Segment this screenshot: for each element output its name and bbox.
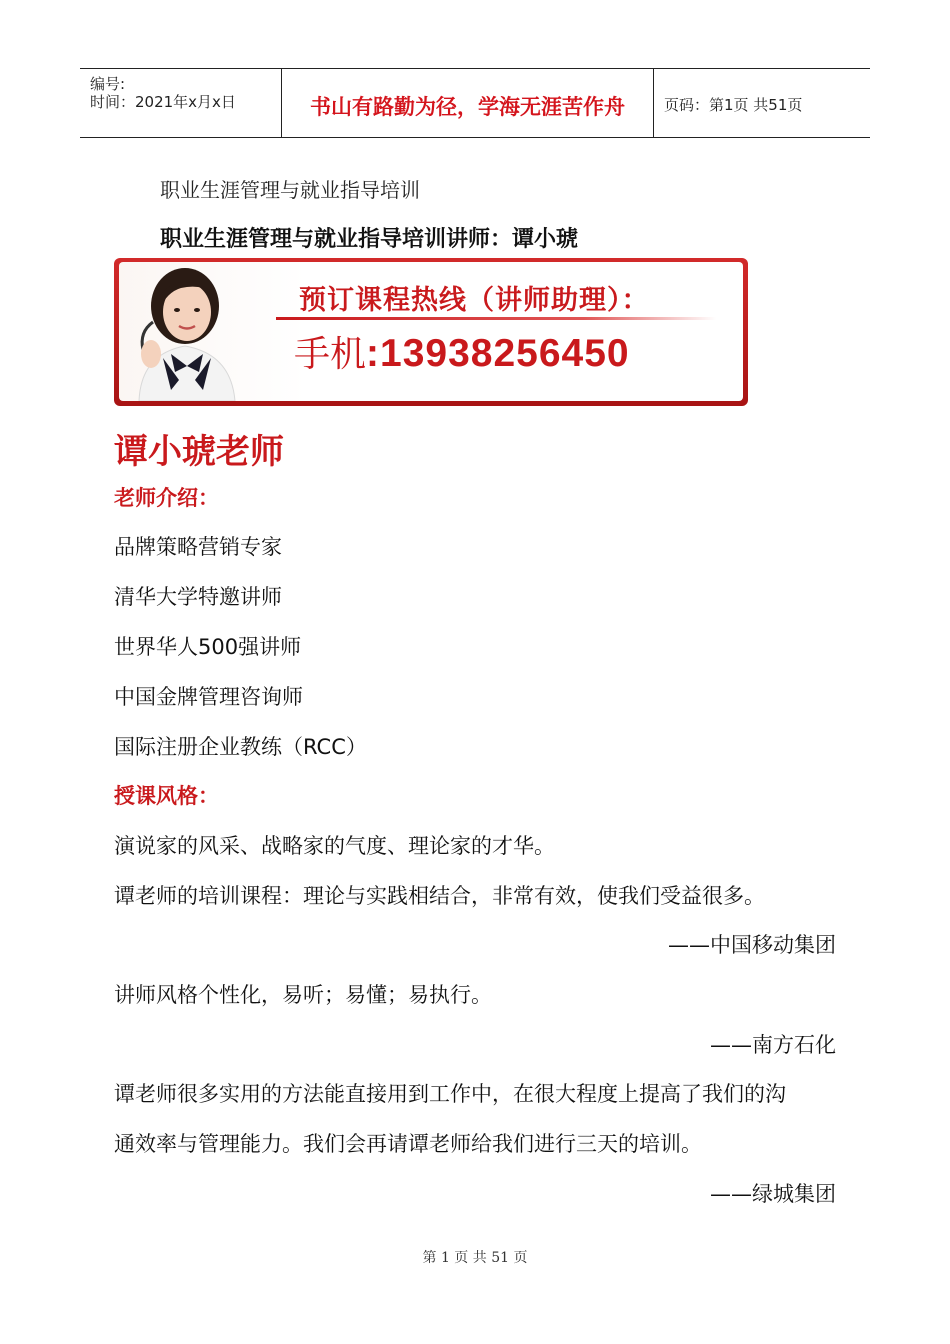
- style-text: 演说家的风采、战略家的气度、理论家的才华。: [114, 834, 555, 858]
- banner-body: [119, 262, 743, 401]
- phone-line: [294, 326, 630, 377]
- testimonial-source: ——中国移动集团: [668, 933, 836, 957]
- customer-service-person-image: [119, 262, 269, 401]
- intro-item: 世界华人500强讲师: [114, 635, 302, 659]
- number-label: 编号:: [90, 75, 126, 93]
- intro-item: 国际注册企业教练（RCC）: [114, 735, 367, 759]
- testimonial-quote-continued: 通效率与管理能力。我们会再请谭老师给我们进行三天的培训。: [114, 1132, 702, 1156]
- testimonial-source: ——绿城集团: [710, 1182, 836, 1206]
- document-subtitle: 职业生涯管理与就业指导培训: [160, 178, 420, 202]
- page-header: [80, 68, 870, 138]
- time-label: 时间：2021年x月x日: [90, 93, 236, 111]
- header-page-cell: [654, 69, 870, 137]
- testimonial-source: ——南方石化: [710, 1033, 836, 1057]
- intro-item: 中国金牌管理咨询师: [114, 685, 303, 709]
- banner-divider: [276, 317, 716, 320]
- testimonial-quote: 谭老师很多实用的方法能直接用到工作中，在很大程度上提高了我们的沟: [114, 1082, 786, 1106]
- intro-heading: 老师介绍：: [114, 486, 219, 510]
- testimonial-quote: 谭老师的培训课程：理论与实践相结合，非常有效，使我们受益很多。: [114, 884, 765, 908]
- document-title: 职业生涯管理与就业指导培训讲师：谭小琥: [160, 227, 579, 252]
- teacher-name: 谭小琥老师: [114, 432, 284, 472]
- phone-number: :13938256450: [366, 332, 630, 375]
- intro-item: 品牌策略营销专家: [114, 535, 282, 559]
- style-heading: 授课风格：: [114, 784, 219, 808]
- hotline-text: 预订课程热线（讲师助理）：: [299, 285, 650, 316]
- page-footer: 第 1 页 共 51 页: [422, 1250, 528, 1266]
- testimonial-quote: 讲师风格个性化，易听；易懂；易执行。: [114, 983, 492, 1007]
- header-meta-cell: [80, 69, 282, 137]
- hotline-banner: [114, 258, 748, 406]
- header-motto-cell: [282, 69, 654, 137]
- intro-item: 清华大学特邀讲师: [114, 585, 282, 609]
- motto: 书山有路勤为径，学海无涯苦作舟: [310, 95, 625, 119]
- phone-label: 手机: [294, 334, 367, 375]
- page-info: 页码：第1页 共51页: [664, 96, 803, 114]
